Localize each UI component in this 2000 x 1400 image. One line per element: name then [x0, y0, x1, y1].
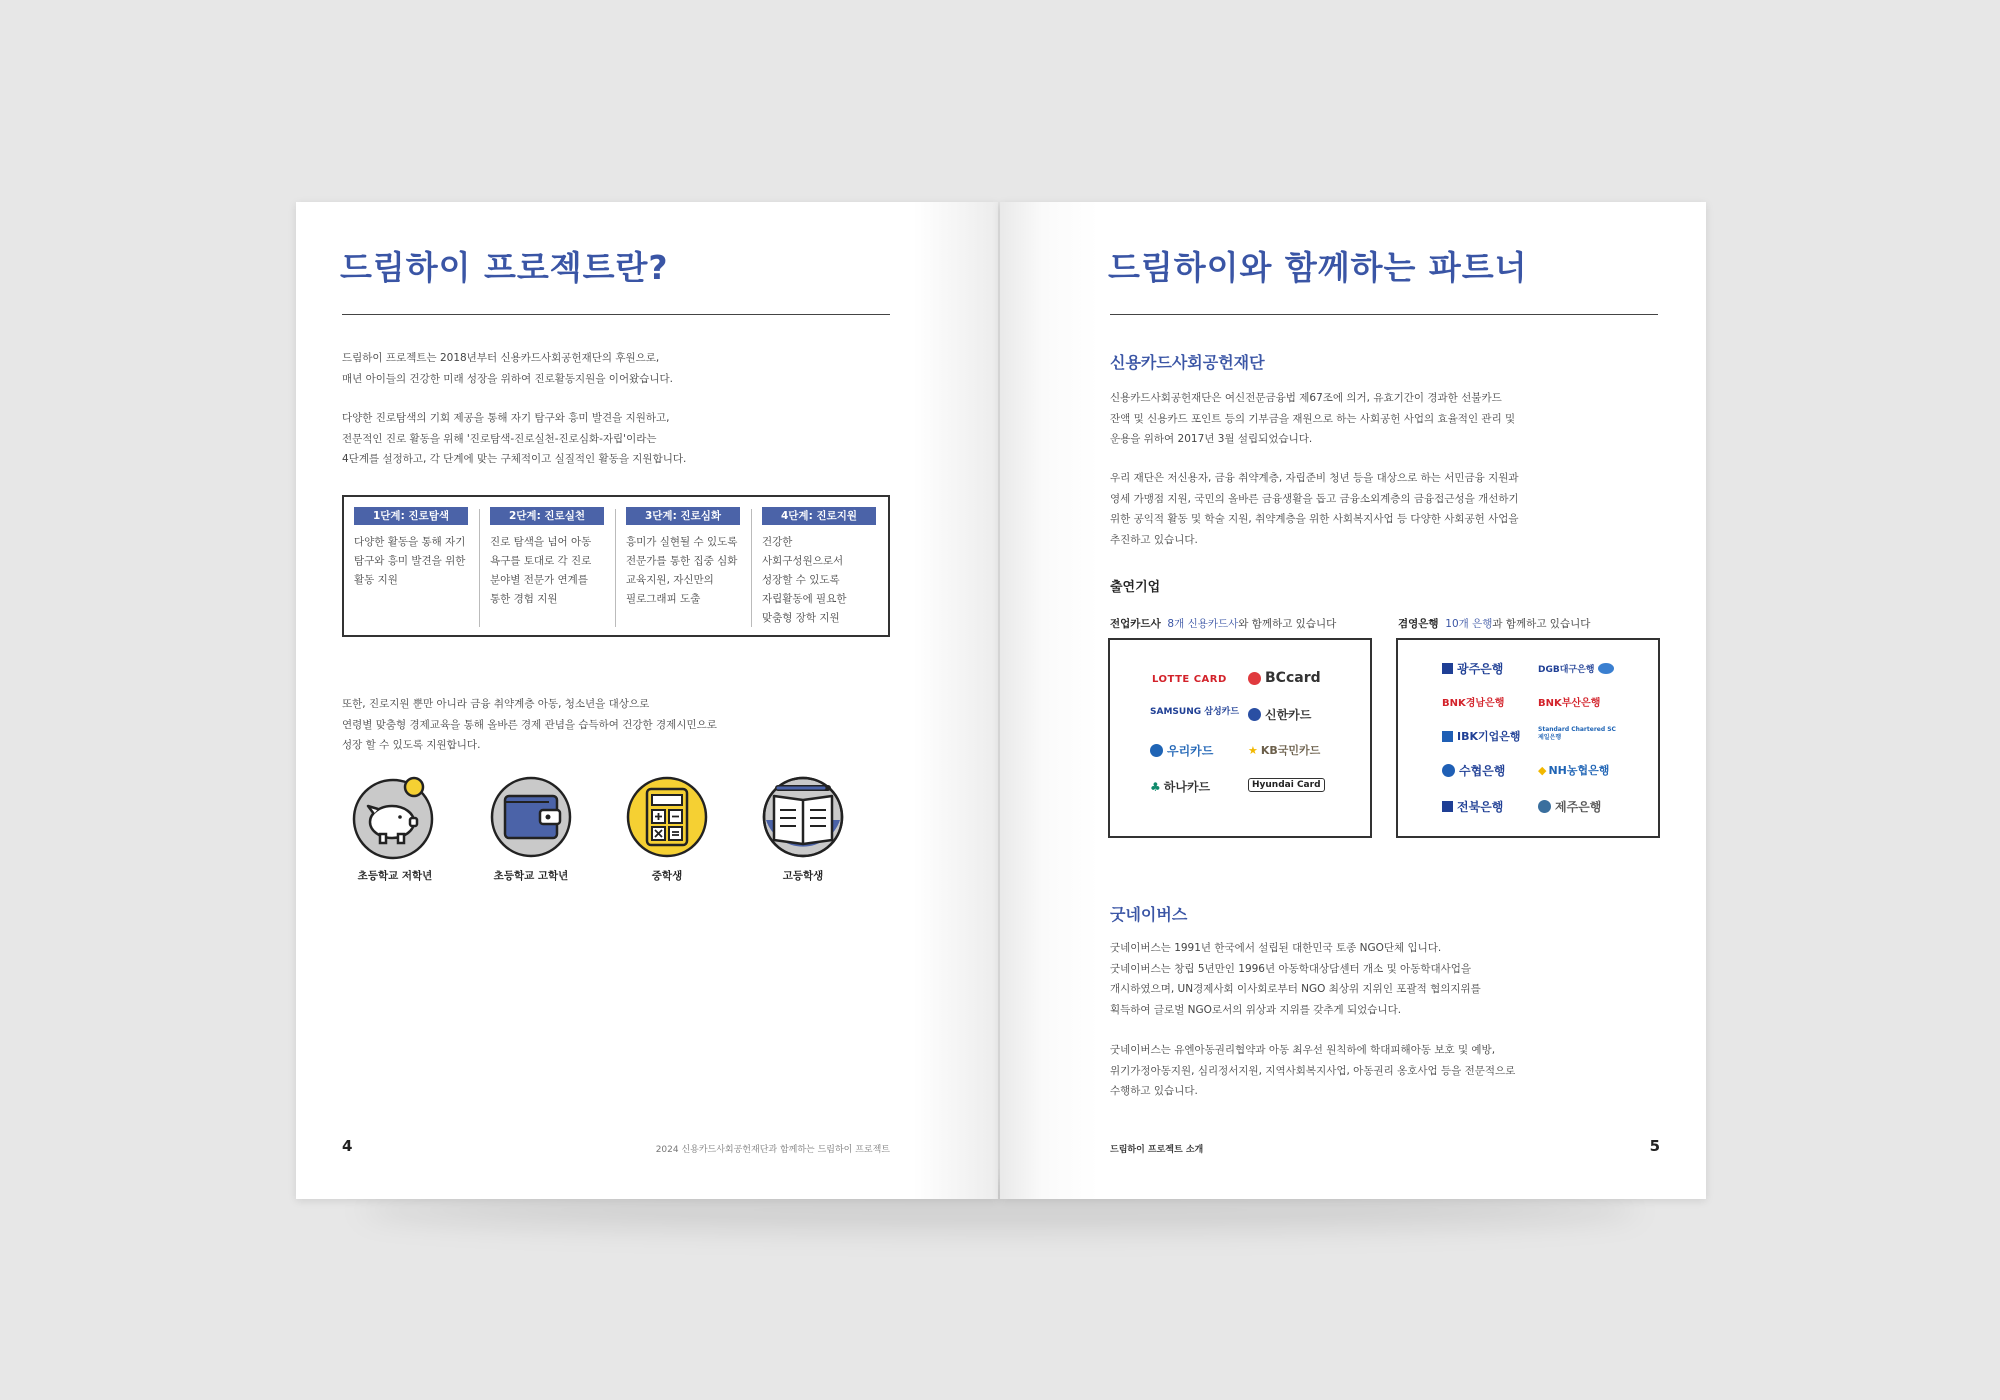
- logo-nh-bank: [1538, 762, 1609, 778]
- right-page: [1000, 202, 1706, 1199]
- foundation-paragraph-2: 우리 재단은 저신용자, 금융 취약계층, 자립준비 청년 등을 대상으로 하는 서민금융 지원과 영세 가맹점 지원, 국민의 올바른 금융생활을 돕고 금융소외계층의 금융접근성을 개선하기 위한 공익적 활동 및 학술 지원, 취약계층을 위한 사회복지사업 등 다양한 사회공헌 사업을 추진하고 있습니다.: [1110, 472, 1519, 546]
- logo-text: BCcard: [1265, 670, 1321, 686]
- logo-jeju-bank: [1538, 798, 1601, 815]
- logo-text: IBK기업은행: [1457, 730, 1521, 743]
- logo-samsung-card: SAMSUNG 삼성카드: [1150, 707, 1240, 717]
- gwangju-icon: [1442, 663, 1453, 674]
- stage-divider: [751, 509, 752, 627]
- page-title: 드림하이 프로젝트란?: [340, 248, 669, 287]
- logo-text: 우리카드: [1167, 744, 1214, 758]
- suhyup-icon: [1442, 764, 1455, 777]
- stage-text: 다양한 활동을 통해 자기 탐구와 흥미 발견을 위한 활동 지원: [354, 536, 466, 586]
- section-title-goodneighbors: 굿네이버스: [1110, 905, 1188, 924]
- intro-paragraph-1: 드림하이 프로젝트는 2018년부터 신용카드사회공헌재단의 후원으로, 매년 아이들의 건강한 미래 성장을 위하여 진로활동지원을 이어왔습니다.: [342, 352, 673, 385]
- bc-card-icon: [1248, 672, 1261, 685]
- left-page: [296, 202, 998, 1199]
- hana-icon: ♣: [1150, 779, 1161, 794]
- logo-ibk-bank: [1442, 728, 1521, 744]
- logo-text: 하나카드: [1163, 780, 1211, 794]
- jeju-icon: [1538, 800, 1551, 813]
- logo-bnk-gyeongnam: BNK경남은행: [1442, 698, 1505, 709]
- page-title: 드림하이와 함께하는 파트너: [1108, 248, 1528, 287]
- icon-item-middle-school: [612, 774, 722, 883]
- bank-caption: [1398, 616, 1590, 631]
- bank-logos-box: [1396, 638, 1660, 838]
- stage-tag: 4단계: 진로지원: [762, 507, 876, 525]
- stage-text: 건강한 사회구성원으로서 성장할 수 있도록 자립활동에 필요한 맞춤형 장학 지원: [762, 536, 847, 624]
- icon-item-high-school: [748, 774, 858, 883]
- book-icon: [760, 774, 846, 860]
- calculator-icon: [624, 774, 710, 860]
- footer-right: 드림하이 프로젝트 소개: [1110, 1145, 1204, 1155]
- logo-bc-card: [1248, 670, 1321, 686]
- logo-text: KB국민카드: [1260, 744, 1321, 757]
- stage-3: [626, 507, 740, 609]
- icon-label: 고등학생: [782, 870, 824, 882]
- logo-shinhan-card: [1248, 706, 1311, 723]
- logo-text: 수협은행: [1459, 764, 1506, 778]
- logo-text: 전북은행: [1457, 800, 1504, 814]
- card-caption-label: 전업카드사: [1110, 618, 1161, 630]
- card-caption-count: 8개 신용카드사: [1167, 618, 1239, 630]
- stage-tag: 3단계: 진로심화: [626, 507, 740, 525]
- stage-1: [354, 507, 468, 590]
- stage-text: 흥미가 실현될 수 있도록 전문가를 통한 집중 심화 교육지원, 자신만의 필로그래피 도출: [626, 536, 738, 605]
- stage-tag: 2단계: 진로실천: [490, 507, 604, 525]
- jeonbuk-icon: [1442, 801, 1453, 812]
- section-title-foundation: 신용카드사회공헌재단: [1110, 353, 1265, 372]
- stage-text: 진로 탐색을 넘어 아동 욕구를 토대로 각 진로 분야별 전문가 연계를 통한 경험 지원: [490, 536, 592, 605]
- logo-text: 신한카드: [1265, 708, 1312, 722]
- logo-text: 광주은행: [1457, 662, 1504, 676]
- stages-box: [342, 495, 890, 637]
- logo-hyundai-card: Hyundai Card: [1248, 778, 1325, 792]
- logo-woori-card: [1150, 742, 1213, 759]
- footer-left: 2024 신용카드사회공헌재단과 함께하는 드림하이 프로젝트: [655, 1145, 890, 1155]
- logo-lotte-card: LOTTE CARD: [1152, 674, 1227, 685]
- page-number-right: 5: [1649, 1137, 1660, 1155]
- page-number-left: 4: [342, 1137, 353, 1155]
- logo-bnk-busan: BNK부산은행: [1538, 698, 1601, 709]
- piggy-bank-icon: [352, 774, 438, 860]
- title-divider: [1110, 314, 1658, 315]
- card-caption: [1110, 616, 1336, 631]
- logo-hana-card: [1150, 778, 1210, 795]
- contributors-title: 출연기업: [1110, 580, 1161, 595]
- intro-paragraph-2: 다양한 진로탐색의 기회 제공을 통해 자기 탐구와 흥미 발견을 지원하고, 전문적인 진로 활동을 위해 '진로탐색-진로실천-진로심화-자립'이라는 4단계를 설정하고, 각 단계에 맞는 구체적이고 실질적인 활동을 지원합니다.: [342, 412, 687, 465]
- foundation-paragraph-1: 신용카드사회공헌재단은 여신전문금융법 제67조에 의거, 유효기간이 경과한 선불카드 잔액 및 신용카드 포인트 등의 기부금을 재원으로 하는 사회공헌 사업의 효율적인 관리 및 운용을 위하여 2017년 3월 설립되었습니다.: [1110, 392, 1516, 445]
- card-caption-rest: 와 함께하고 있습니다: [1238, 618, 1337, 630]
- kb-star-icon: ★: [1248, 743, 1258, 757]
- logo-text: DGB대구은행: [1538, 665, 1595, 675]
- goodneighbors-paragraph-1: 굿네이버스는 1991년 한국에서 설립된 대한민국 토종 NGO단체 입니다. 굿네이버스는 창립 5년만인 1996년 아동학대상담센터 개소 및 아동학대사업을 개시하였으며, UN경제사회 이사회로부터 NGO 최상위 지위인 포괄적 협의지위를 획득하여 글로벌 NGO로서의 위상과 지위를 갖추게 되었습니다.: [1110, 942, 1481, 1016]
- dgb-icon: [1598, 663, 1614, 674]
- goodneighbors-paragraph-2: 굿네이버스는 유엔아동권리협약과 아동 최우선 원칙하에 학대피해아동 보호 및 예방, 위기가정아동지원, 심리정서지원, 지역사회복지사업, 아동권리 옹호사업 등을 전문적으로 수행하고 있습니다.: [1110, 1044, 1516, 1097]
- stage-4: [762, 507, 876, 628]
- logo-jeonbuk-bank: [1442, 798, 1503, 815]
- logo-kb-card: [1248, 742, 1320, 758]
- logo-dgb-bank: [1538, 662, 1614, 675]
- logo-sc-bank: Standard Chartered SC제일은행: [1538, 726, 1616, 741]
- ibk-icon: [1442, 731, 1453, 742]
- icon-item-elementary-upper: [476, 774, 586, 883]
- icon-label: 초등학교 저학년: [357, 870, 433, 882]
- stage-2: [490, 507, 604, 609]
- logo-suhyup-bank: [1442, 762, 1505, 779]
- card-logos-box: [1108, 638, 1372, 838]
- logo-gwangju-bank: [1442, 660, 1503, 677]
- economy-paragraph: 또한, 진로지원 뿐만 아니라 금융 취약계층 아동, 청소년을 대상으로 연령별 맞춤형 경제교육을 통해 올바른 경제 관념을 습득하여 건강한 경제시민으로 성장 할 수 있도록 지원합니다.: [342, 698, 717, 751]
- icon-label: 초등학교 고학년: [493, 870, 569, 882]
- icon-item-elementary-lower: [340, 774, 450, 883]
- logo-text: NH농협은행: [1548, 764, 1610, 777]
- logo-text: 제주은행: [1555, 800, 1602, 814]
- icon-label: 중학생: [651, 870, 683, 882]
- wallet-icon: [488, 774, 574, 860]
- woori-icon: [1150, 744, 1163, 757]
- stage-tag: 1단계: 진로탐색: [354, 507, 468, 525]
- shinhan-icon: [1248, 708, 1261, 721]
- title-divider: [342, 314, 890, 315]
- stage-divider: [479, 509, 480, 627]
- bank-caption-count: 10개 은행: [1445, 618, 1493, 630]
- stage-divider: [615, 509, 616, 627]
- bank-caption-label: 겸영은행: [1398, 618, 1439, 630]
- nh-icon: ◆: [1538, 763, 1547, 777]
- bank-caption-rest: 과 함께하고 있습니다: [1492, 618, 1591, 630]
